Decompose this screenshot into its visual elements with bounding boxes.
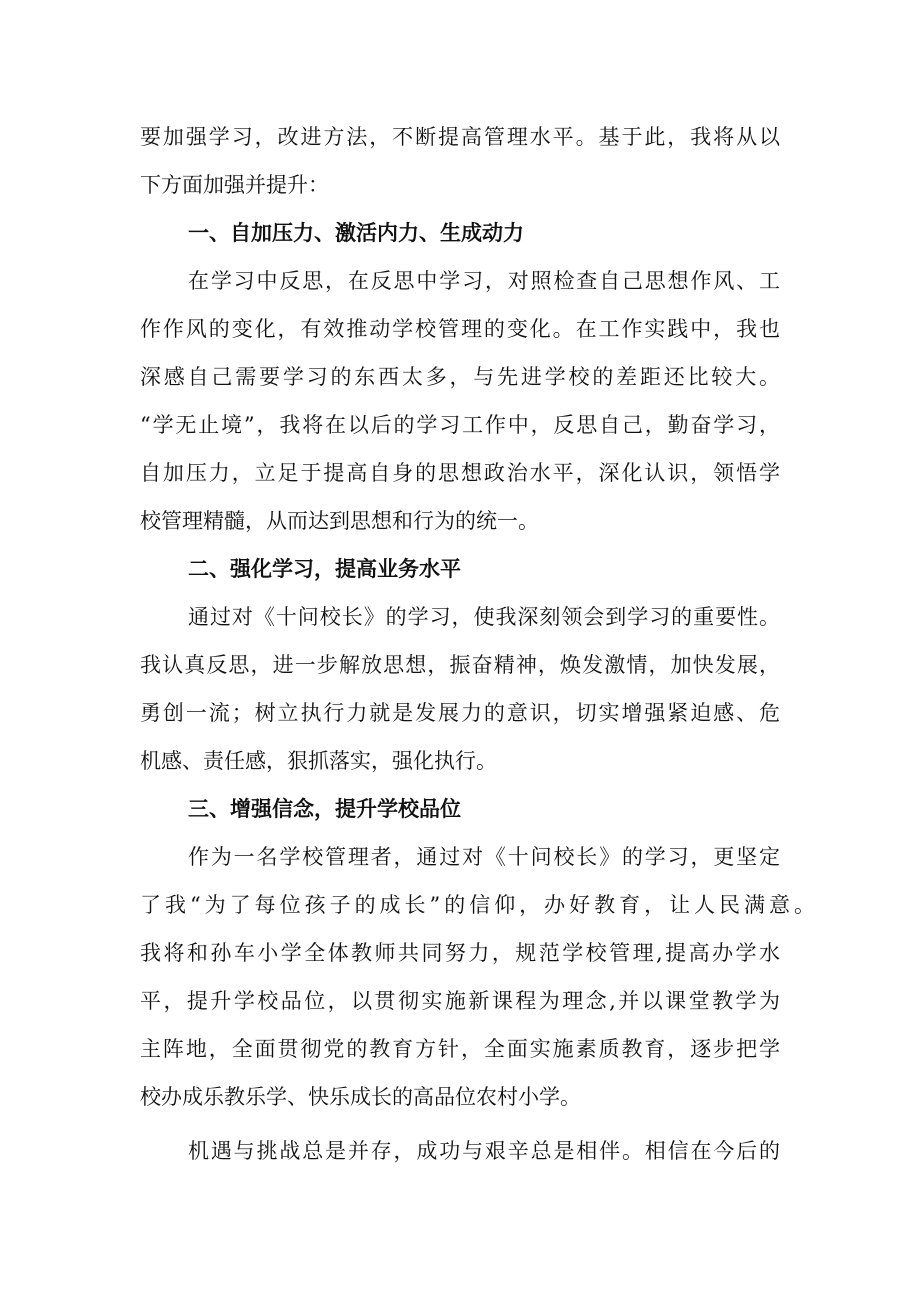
text-line: 下方面加强并提升： <box>140 173 329 197</box>
text-line: 机遇与挑战总是并存，成功与艰辛总是相伴。相信在今后的 <box>188 1139 780 1163</box>
section-heading-3: 三、增强信念，提升学校品位 <box>188 797 461 821</box>
text-line: 通过对《十问校长》的学习，使我深刻领会到学习的重要性。 <box>188 605 780 629</box>
text-line: 主阵地，全面贯彻党的教育方针，全面实施素质教育，逐步把学 <box>140 1037 780 1061</box>
text-line: 自加压力，立足于提高自身的思想政治水平，深化认识，领悟学 <box>140 461 780 485</box>
document-page <box>140 113 815 1175</box>
text-line: “学无止境”，我将在以后的学习工作中，反思自己，勤奋学习， <box>140 413 780 437</box>
text-line: 了我“为了每位孩子的成长”的信仰，办好教育，让人民满意。 <box>140 893 815 917</box>
text-line: 深感自己需要学习的东西太多，与先进学校的差距还比较大。 <box>140 365 780 389</box>
paragraph-closing <box>140 1127 780 1175</box>
text-line: 平，提升学校品位，以贯彻实施新课程为理念,并以课堂教学为 <box>140 989 780 1013</box>
paragraph-section-3 <box>140 833 815 1121</box>
text-line: 要加强学习，改进方法，不断提高管理水平。基于此，我将从以 <box>140 125 780 149</box>
text-line: 在学习中反思，在反思中学习，对照检查自己思想作风、工 <box>188 269 780 293</box>
text-line: 我认真反思，进一步解放思想，振奋精神，焕发激情，加快发展， <box>140 653 780 677</box>
text-line: 勇创一流；树立执行力就是发展力的意识，切实增强紧迫感、危 <box>140 701 780 725</box>
section-heading-2: 二、强化学习，提高业务水平 <box>188 557 461 581</box>
section-heading-1: 一、自加压力、激活内力、生成动力 <box>188 221 524 245</box>
text-line: 作作风的变化，有效推动学校管理的变化。在工作实践中，我也 <box>140 317 780 341</box>
text-line: 我将和孙车小学全体教师共同努力，规范学校管理,提高办学水 <box>140 941 780 965</box>
paragraph-intro <box>140 113 780 209</box>
text-line: 机感、责任感，狠抓落实，强化执行。 <box>140 749 497 773</box>
text-line: 校办成乐教乐学、快乐成长的高品位农村小学。 <box>140 1085 581 1109</box>
text-line: 作为一名学校管理者，通过对《十问校长》的学习，更坚定 <box>188 845 780 869</box>
text-line: 校管理精髓，从而达到思想和行为的统一。 <box>140 509 539 533</box>
paragraph-section-1 <box>140 257 780 545</box>
paragraph-section-2 <box>140 593 780 785</box>
